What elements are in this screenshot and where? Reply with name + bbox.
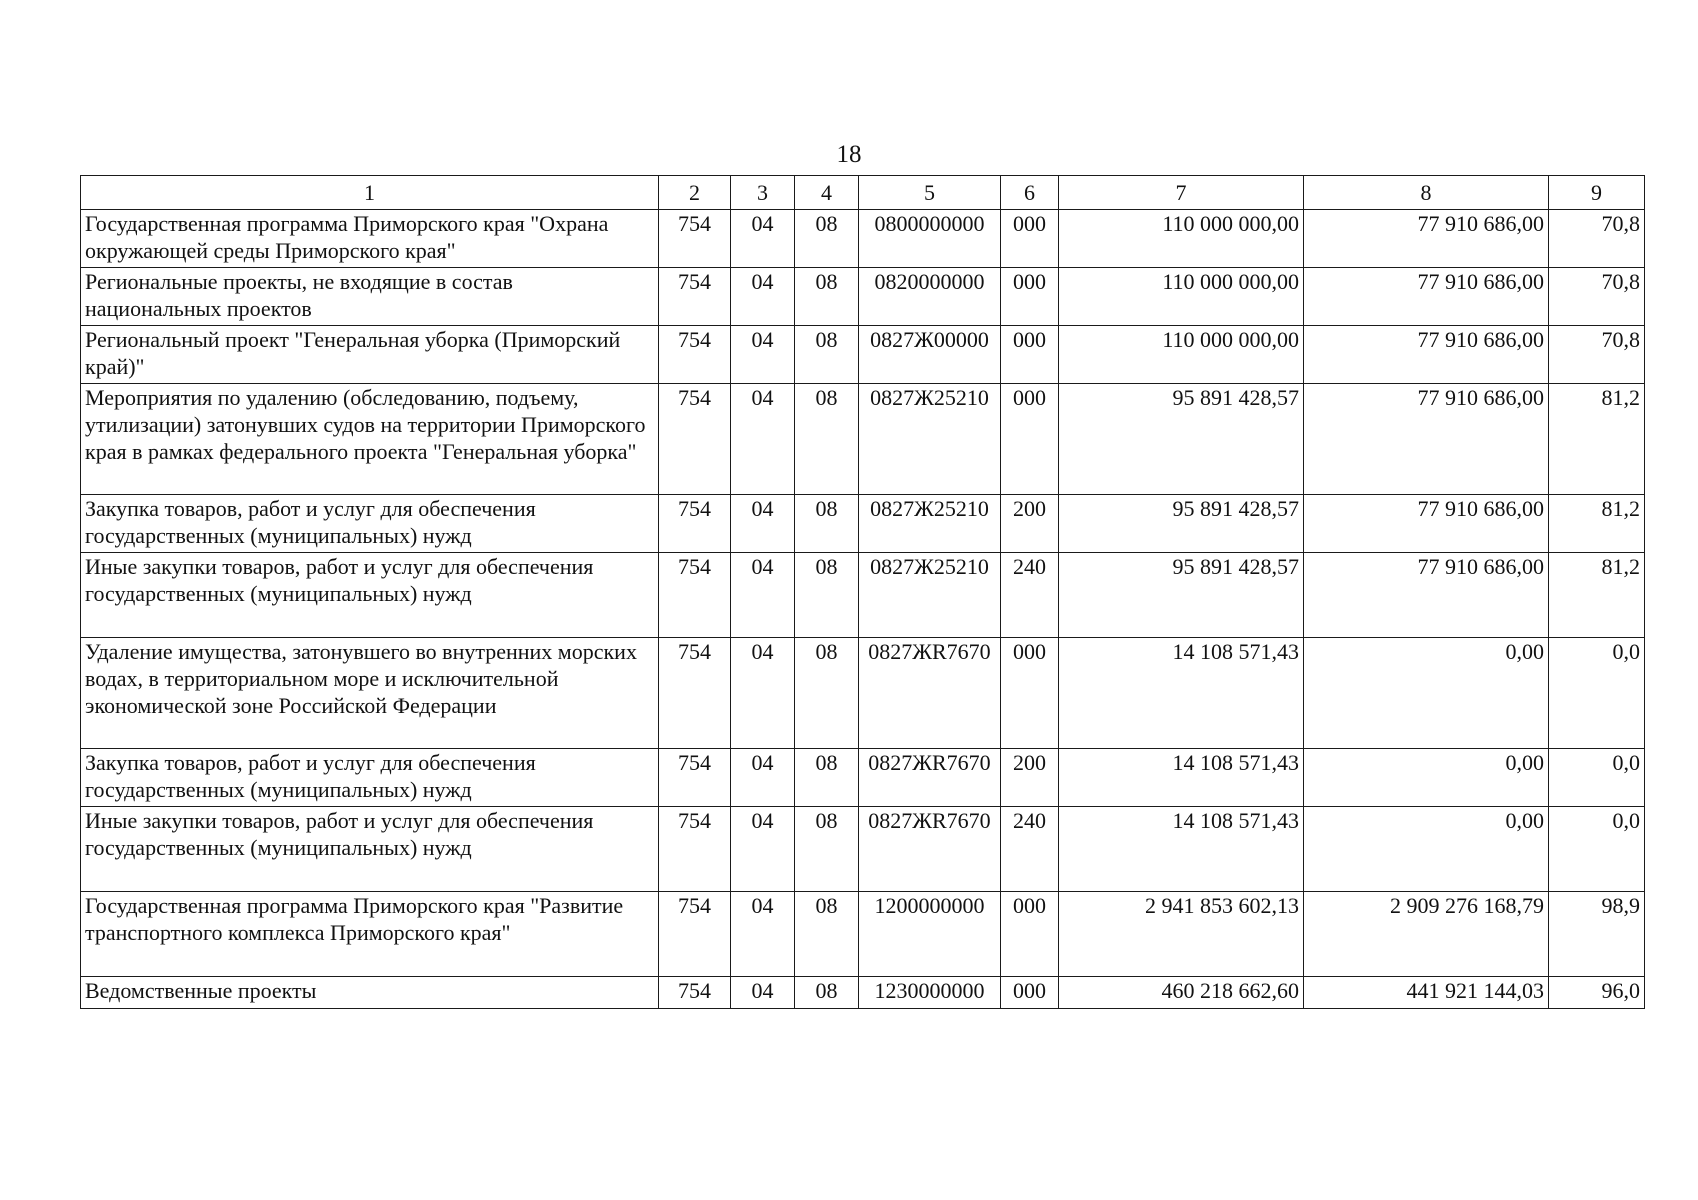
cell-col8: 77 910 686,00 bbox=[1304, 210, 1549, 268]
table-row bbox=[81, 384, 1645, 495]
cell-col6: 000 bbox=[1001, 977, 1059, 1009]
cell-col3: 04 bbox=[731, 892, 795, 977]
cell-col2: 754 bbox=[659, 495, 731, 553]
row-name: Региональный проект "Генеральная уборка (Приморский край)" bbox=[81, 326, 659, 384]
cell-col3: 04 bbox=[731, 638, 795, 749]
row-name: Мероприятия по удалению (обследованию, подъему, утилизации) затонувших судов на территории Приморского края в рамках федерального проекта "Генеральная уборка" bbox=[81, 384, 659, 495]
cell-col6: 000 bbox=[1001, 638, 1059, 749]
cell-col5: 0820000000 bbox=[859, 268, 1001, 326]
table-row bbox=[81, 638, 1645, 749]
header-cell: 6 bbox=[1001, 176, 1059, 210]
cell-col4: 08 bbox=[795, 977, 859, 1009]
cell-col9: 81,2 bbox=[1549, 495, 1645, 553]
cell-col8: 77 910 686,00 bbox=[1304, 268, 1549, 326]
cell-col2: 754 bbox=[659, 892, 731, 977]
cell-col3: 04 bbox=[731, 210, 795, 268]
cell-col2: 754 bbox=[659, 749, 731, 807]
cell-col6: 240 bbox=[1001, 807, 1059, 892]
cell-col5: 0800000000 bbox=[859, 210, 1001, 268]
cell-col5: 1230000000 bbox=[859, 977, 1001, 1009]
cell-col9: 0,0 bbox=[1549, 807, 1645, 892]
cell-col9: 81,2 bbox=[1549, 553, 1645, 638]
cell-col6: 240 bbox=[1001, 553, 1059, 638]
header-row bbox=[81, 176, 1645, 210]
header-cell: 3 bbox=[731, 176, 795, 210]
cell-col8: 77 910 686,00 bbox=[1304, 495, 1549, 553]
cell-col7: 95 891 428,57 bbox=[1059, 553, 1304, 638]
cell-col2: 754 bbox=[659, 326, 731, 384]
cell-col5: 0827Ж25210 bbox=[859, 384, 1001, 495]
row-name: Региональные проекты, не входящие в состав национальных проектов bbox=[81, 268, 659, 326]
cell-col2: 754 bbox=[659, 977, 731, 1009]
cell-col5: 0827Ж25210 bbox=[859, 553, 1001, 638]
cell-col4: 08 bbox=[795, 210, 859, 268]
table-row bbox=[81, 553, 1645, 638]
header-cell: 2 bbox=[659, 176, 731, 210]
header-cell: 1 bbox=[81, 176, 659, 210]
cell-col8: 77 910 686,00 bbox=[1304, 326, 1549, 384]
cell-col3: 04 bbox=[731, 749, 795, 807]
table-row bbox=[81, 495, 1645, 553]
cell-col4: 08 bbox=[795, 495, 859, 553]
cell-col4: 08 bbox=[795, 807, 859, 892]
cell-col8: 441 921 144,03 bbox=[1304, 977, 1549, 1009]
cell-col2: 754 bbox=[659, 384, 731, 495]
cell-col5: 0827ЖR7670 bbox=[859, 638, 1001, 749]
table-row bbox=[81, 326, 1645, 384]
cell-col5: 0827Ж25210 bbox=[859, 495, 1001, 553]
row-name: Удаление имущества, затонувшего во внутренних морских водах, в территориальном море и исключительной экономической зоне Российской Федерации bbox=[81, 638, 659, 749]
cell-col8: 77 910 686,00 bbox=[1304, 553, 1549, 638]
cell-col4: 08 bbox=[795, 268, 859, 326]
header-cell: 9 bbox=[1549, 176, 1645, 210]
cell-col8: 2 909 276 168,79 bbox=[1304, 892, 1549, 977]
table-row bbox=[81, 977, 1645, 1009]
cell-col7: 14 108 571,43 bbox=[1059, 749, 1304, 807]
cell-col6: 200 bbox=[1001, 749, 1059, 807]
cell-col3: 04 bbox=[731, 495, 795, 553]
cell-col5: 0827ЖR7670 bbox=[859, 807, 1001, 892]
cell-col8: 0,00 bbox=[1304, 638, 1549, 749]
cell-col7: 2 941 853 602,13 bbox=[1059, 892, 1304, 977]
cell-col4: 08 bbox=[795, 553, 859, 638]
row-name: Закупка товаров, работ и услуг для обеспечения государственных (муниципальных) нужд bbox=[81, 749, 659, 807]
cell-col6: 000 bbox=[1001, 268, 1059, 326]
page-number: 18 bbox=[836, 141, 862, 168]
cell-col4: 08 bbox=[795, 638, 859, 749]
cell-col4: 08 bbox=[795, 326, 859, 384]
cell-col8: 0,00 bbox=[1304, 807, 1549, 892]
cell-col2: 754 bbox=[659, 268, 731, 326]
cell-col4: 08 bbox=[795, 749, 859, 807]
row-name: Государственная программа Приморского края "Охрана окружающей среды Приморского края" bbox=[81, 210, 659, 268]
row-name: Ведомственные проекты bbox=[81, 977, 659, 1009]
cell-col3: 04 bbox=[731, 807, 795, 892]
cell-col9: 70,8 bbox=[1549, 210, 1645, 268]
cell-col5: 0827ЖR7670 bbox=[859, 749, 1001, 807]
cell-col7: 110 000 000,00 bbox=[1059, 326, 1304, 384]
header-cell: 4 bbox=[795, 176, 859, 210]
cell-col9: 81,2 bbox=[1549, 384, 1645, 495]
cell-col7: 95 891 428,57 bbox=[1059, 495, 1304, 553]
row-name: Государственная программа Приморского края "Развитие транспортного комплекса Приморского края" bbox=[81, 892, 659, 977]
cell-col6: 000 bbox=[1001, 384, 1059, 495]
cell-col3: 04 bbox=[731, 326, 795, 384]
cell-col7: 14 108 571,43 bbox=[1059, 638, 1304, 749]
budget-table bbox=[80, 175, 1645, 1009]
cell-col9: 96,0 bbox=[1549, 977, 1645, 1009]
cell-col4: 08 bbox=[795, 384, 859, 495]
cell-col9: 70,8 bbox=[1549, 268, 1645, 326]
cell-col7: 460 218 662,60 bbox=[1059, 977, 1304, 1009]
cell-col2: 754 bbox=[659, 553, 731, 638]
table-row bbox=[81, 268, 1645, 326]
cell-col9: 0,0 bbox=[1549, 638, 1645, 749]
cell-col4: 08 bbox=[795, 892, 859, 977]
cell-col6: 000 bbox=[1001, 892, 1059, 977]
cell-col8: 0,00 bbox=[1304, 749, 1549, 807]
cell-col7: 110 000 000,00 bbox=[1059, 210, 1304, 268]
cell-col7: 95 891 428,57 bbox=[1059, 384, 1304, 495]
cell-col5: 0827Ж00000 bbox=[859, 326, 1001, 384]
table-row bbox=[81, 892, 1645, 977]
cell-col2: 754 bbox=[659, 210, 731, 268]
cell-col9: 70,8 bbox=[1549, 326, 1645, 384]
cell-col2: 754 bbox=[659, 807, 731, 892]
cell-col3: 04 bbox=[731, 384, 795, 495]
cell-col7: 14 108 571,43 bbox=[1059, 807, 1304, 892]
cell-col3: 04 bbox=[731, 268, 795, 326]
row-name: Закупка товаров, работ и услуг для обеспечения государственных (муниципальных) нужд bbox=[81, 495, 659, 553]
row-name: Иные закупки товаров, работ и услуг для обеспечения государственных (муниципальных) нужд bbox=[81, 807, 659, 892]
cell-col3: 04 bbox=[731, 977, 795, 1009]
table-row bbox=[81, 210, 1645, 268]
table-row bbox=[81, 807, 1645, 892]
cell-col3: 04 bbox=[731, 553, 795, 638]
row-name: Иные закупки товаров, работ и услуг для обеспечения государственных (муниципальных) нужд bbox=[81, 553, 659, 638]
cell-col7: 110 000 000,00 bbox=[1059, 268, 1304, 326]
cell-col9: 98,9 bbox=[1549, 892, 1645, 977]
header-cell: 7 bbox=[1059, 176, 1304, 210]
cell-col6: 000 bbox=[1001, 210, 1059, 268]
header-cell: 8 bbox=[1304, 176, 1549, 210]
cell-col6: 000 bbox=[1001, 326, 1059, 384]
cell-col5: 1200000000 bbox=[859, 892, 1001, 977]
header-cell: 5 bbox=[859, 176, 1001, 210]
cell-col6: 200 bbox=[1001, 495, 1059, 553]
cell-col8: 77 910 686,00 bbox=[1304, 384, 1549, 495]
cell-col9: 0,0 bbox=[1549, 749, 1645, 807]
table-row bbox=[81, 749, 1645, 807]
cell-col2: 754 bbox=[659, 638, 731, 749]
